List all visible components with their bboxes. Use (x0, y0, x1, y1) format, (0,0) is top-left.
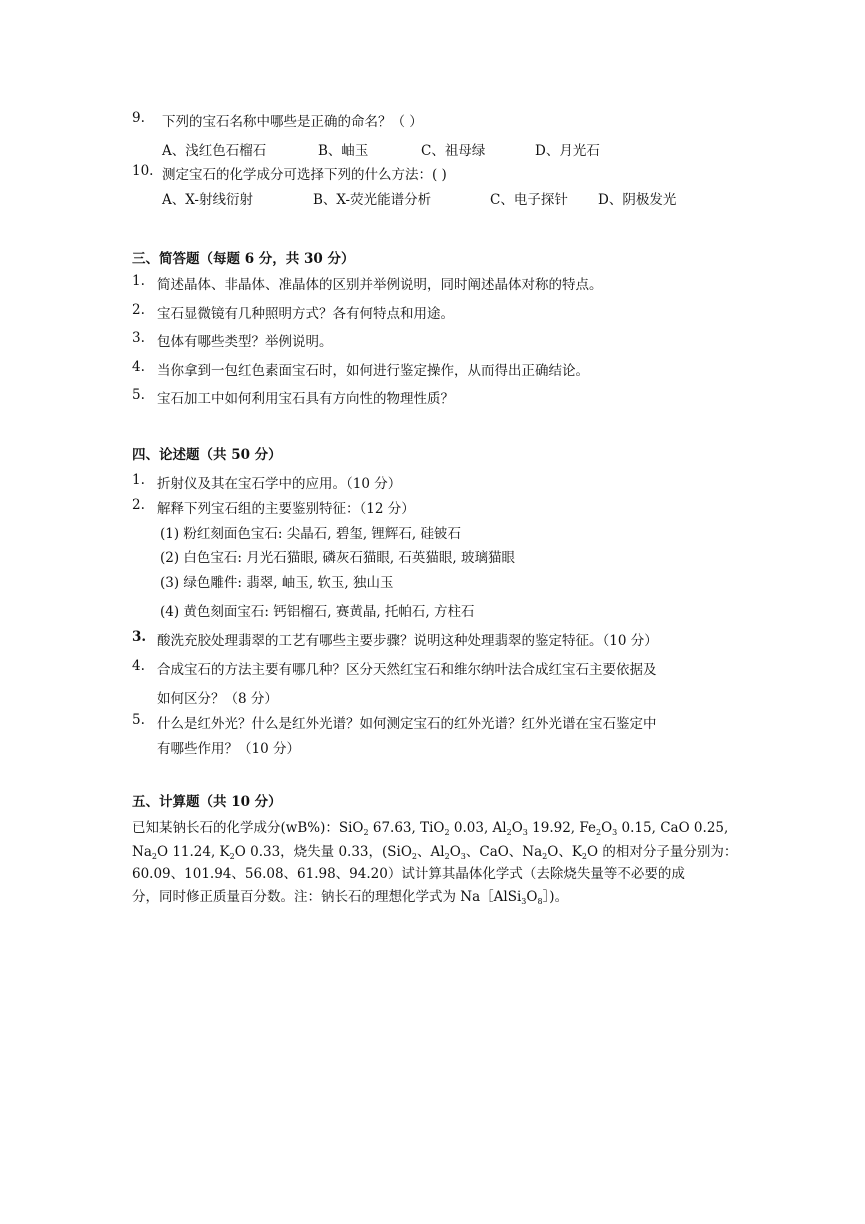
s3-item-number: 5. (132, 387, 145, 403)
s5-line-4: 分，同时修正质量百分数。注：钠长石的理想化学式为 $Na[AlSi_3O_8]$)。 (132, 889, 569, 906)
q9-option-a: A、浅红色石榴石 (162, 143, 267, 159)
s4-q4-line2: 如何区分？（8 分） (157, 691, 278, 707)
s4-q2-sub: (4) 黄色刻面宝石: 钙铝榴石, 赛黄晶, 托帕石, 方柱石 (160, 604, 475, 620)
section5-title: 五、计算题（共 10 分） (132, 794, 282, 810)
s3-item-text: 宝石显微镜有几种照明方式？各有何特点和用途。 (157, 306, 454, 322)
q9-option-c: C、祖母绿 (421, 143, 486, 159)
s5-line-2: $Na_2O$ 11.24, $K_2O$ 0.33，烧失量 0.33，(SiO$_2$、$Al_2O_3$、CaO、$Na_2O$、$K_2O$ 的相对分子量分别为： (132, 844, 738, 861)
q9-text: 下列的宝石名称中哪些是正确的命名？（ ） (162, 114, 423, 130)
q10-option-d: D、阴极发光 (598, 192, 677, 208)
q10-option-a: A、X-射线衍射 (162, 192, 253, 208)
s3-item-number: 2. (132, 302, 145, 318)
section3-title: 三、简答题（每题 6 分，共 30 分） (132, 251, 355, 267)
s3-item-number: 4. (132, 359, 145, 375)
s4-q5-number: 5. (132, 712, 145, 728)
s4-q2-text: 解释下列宝石组的主要鉴别特征：（12 分） (157, 501, 415, 517)
q10-option-c: C、电子探针 (490, 192, 568, 208)
q10-number: 10. (132, 163, 154, 179)
s4-q2-number: 2. (132, 497, 145, 513)
s4-q3-number: 3. (132, 629, 147, 645)
s3-item-text: 简述晶体、非晶体、准晶体的区别并举例说明，同时阐述晶体对称的特点。 (157, 277, 603, 293)
s3-item-text: 当你拿到一包红色素面宝石时，如何进行鉴定操作，从而得出正确结论。 (157, 363, 589, 379)
s4-q1-number: 1. (132, 472, 145, 488)
q10-option-b: B、X-荧光能谱分析 (313, 192, 432, 208)
q9-number: 9. (132, 110, 145, 126)
q9-option-b: B、岫玉 (318, 143, 369, 159)
s4-q2-sub: (2) 白色宝石: 月光石猫眼, 磷灰石猫眼, 石英猫眼, 玻璃猫眼 (160, 550, 516, 566)
q9-option-d: D、月光石 (535, 143, 600, 159)
s4-q4-line1: 合成宝石的方法主要有哪几种？区分天然红宝石和维尔纳叶法合成红宝石主要依据及 (157, 662, 657, 678)
s4-q2-sub: (1) 粉红刻面色宝石: 尖晶石, 碧玺, 锂辉石, 硅铍石 (160, 526, 462, 542)
q10-text: 测定宝石的化学成分可选择下列的什么方法：( ) (162, 167, 447, 183)
s5-line-3: 60.09、101.94、56.08、61.98、94.20）试计算其晶体化学式（去除烧失量等不必要的成 (132, 866, 685, 882)
s4-q3-text: 酸洗充胶处理翡翠的工艺有哪些主要步骤？说明这种处理翡翠的鉴定特征。（10 分） (157, 633, 658, 649)
s4-q1-text: 折射仪及其在宝石学中的应用。（10 分） (157, 476, 402, 492)
section4-title: 四、论述题（共 50 分） (132, 447, 282, 463)
s4-q5-line1: 什么是红外光？什么是红外光谱？如何测定宝石的红外光谱？红外光谱在宝石鉴定中 (157, 716, 657, 732)
s4-q5-line2: 有哪些作用？（10 分） (157, 741, 300, 757)
s3-item-number: 3. (132, 330, 145, 346)
s4-q4-number: 4. (132, 658, 145, 674)
s3-item-text: 宝石加工中如何利用宝石具有方向性的物理性质？ (157, 391, 454, 407)
s3-item-text: 包体有哪些类型？举例说明。 (157, 334, 333, 350)
s3-item-number: 1. (132, 273, 145, 289)
s4-q2-sub: (3) 绿色雕件: 翡翠, 岫玉, 软玉, 独山玉 (160, 575, 394, 591)
s5-line-1: 已知某钠长石的化学成分(wB%)：SiO$_2$ 67.63, TiO$_2$ 0.03, $Al_2O_3$ 19.92, $Fe_2O_3$ 0.15, CaO 0.25, (132, 820, 729, 837)
